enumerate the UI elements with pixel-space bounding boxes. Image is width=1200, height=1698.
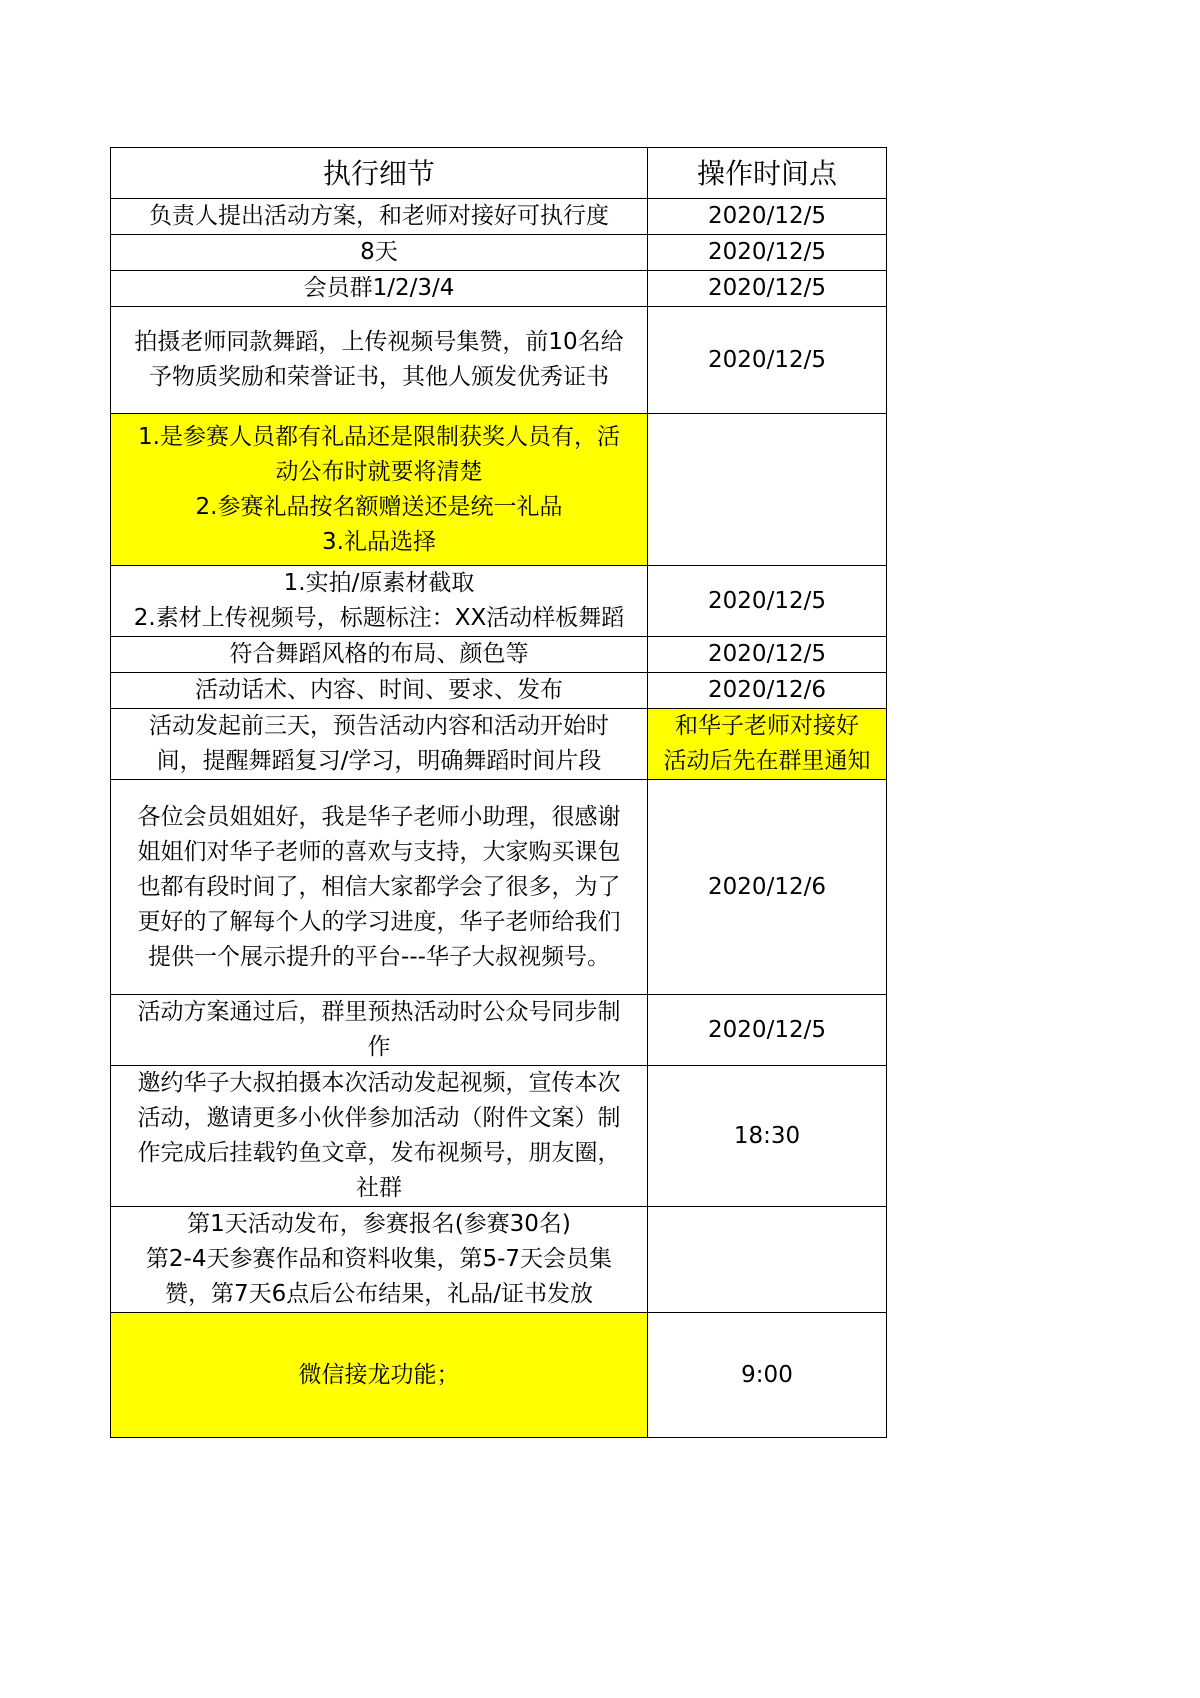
table-row — [111, 199, 887, 235]
detail-cell-highlighted: 1.是参赛人员都有礼品还是限制获奖人员有，活 动公布时就要将清楚 2.参赛礼品按名额赠送还是统一礼品 3.礼品选择 — [111, 414, 648, 566]
time-cell: 2020/12/6 — [648, 673, 887, 709]
time-cell: 2020/12/6 — [648, 780, 887, 995]
table-row — [111, 780, 887, 995]
table-row — [111, 271, 887, 307]
time-cell: 2020/12/5 — [648, 235, 887, 271]
time-cell: 2020/12/5 — [648, 199, 887, 235]
detail-cell: 各位会员姐姐好，我是华子老师小助理，很感谢 姐姐们对华子老师的喜欢与支持，大家购买课包 也都有段时间了，相信大家都学会了很多，为了 更好的了解每个人的学习进度，华子老师给我们 提供一个展示提升的平台---华子大叔视频号。 — [111, 780, 648, 995]
table-row — [111, 1313, 887, 1438]
table-row — [111, 673, 887, 709]
time-cell: 2020/12/5 — [648, 566, 887, 637]
detail-cell-highlighted: 微信接龙功能； — [111, 1313, 648, 1438]
table-row — [111, 709, 887, 780]
detail-cell: 会员群1/2/3/4 — [111, 271, 648, 307]
detail-cell: 活动发起前三天，预告活动内容和活动开始时 间，提醒舞蹈复习/学习，明确舞蹈时间片段 — [111, 709, 648, 780]
time-cell-highlighted: 和华子老师对接好 活动后先在群里通知 — [648, 709, 887, 780]
detail-cell: 拍摄老师同款舞蹈，上传视频号集赞，前10名给 予物质奖励和荣誉证书，其他人颁发优秀证书 — [111, 307, 648, 414]
activity-schedule-table — [110, 147, 887, 1438]
header-row — [111, 148, 887, 199]
detail-cell: 负责人提出活动方案，和老师对接好可执行度 — [111, 199, 648, 235]
table-row — [111, 1207, 887, 1313]
time-cell: 2020/12/5 — [648, 995, 887, 1066]
time-cell — [648, 414, 887, 566]
detail-cell: 邀约华子大叔拍摄本次活动发起视频，宣传本次 活动，邀请更多小伙伴参加活动（附件文案）制 作完成后挂载钓鱼文章，发布视频号，朋友圈， 社群 — [111, 1066, 648, 1207]
time-cell: 2020/12/5 — [648, 307, 887, 414]
table-row — [111, 637, 887, 673]
time-cell: 9:00 — [648, 1313, 887, 1438]
detail-cell: 第1天活动发布，参赛报名(参赛30名) 第2-4天参赛作品和资料收集，第5-7天会员集 赞，第7天6点后公布结果，礼品/证书发放 — [111, 1207, 648, 1313]
table-row — [111, 235, 887, 271]
time-cell: 2020/12/5 — [648, 637, 887, 673]
table-row — [111, 566, 887, 637]
table-row — [111, 307, 887, 414]
detail-cell: 8天 — [111, 235, 648, 271]
detail-cell: 活动方案通过后，群里预热活动时公众号同步制 作 — [111, 995, 648, 1066]
table-row — [111, 414, 887, 566]
header-detail: 执行细节 — [111, 148, 648, 199]
detail-cell: 1.实拍/原素材截取 2.素材上传视频号，标题标注：XX活动样板舞蹈 — [111, 566, 648, 637]
detail-cell: 符合舞蹈风格的布局、颜色等 — [111, 637, 648, 673]
table-row — [111, 1066, 887, 1207]
detail-cell: 活动话术、内容、时间、要求、发布 — [111, 673, 648, 709]
time-cell: 2020/12/5 — [648, 271, 887, 307]
header-time: 操作时间点 — [648, 148, 887, 199]
time-cell: 18:30 — [648, 1066, 887, 1207]
table-row — [111, 995, 887, 1066]
time-cell — [648, 1207, 887, 1313]
